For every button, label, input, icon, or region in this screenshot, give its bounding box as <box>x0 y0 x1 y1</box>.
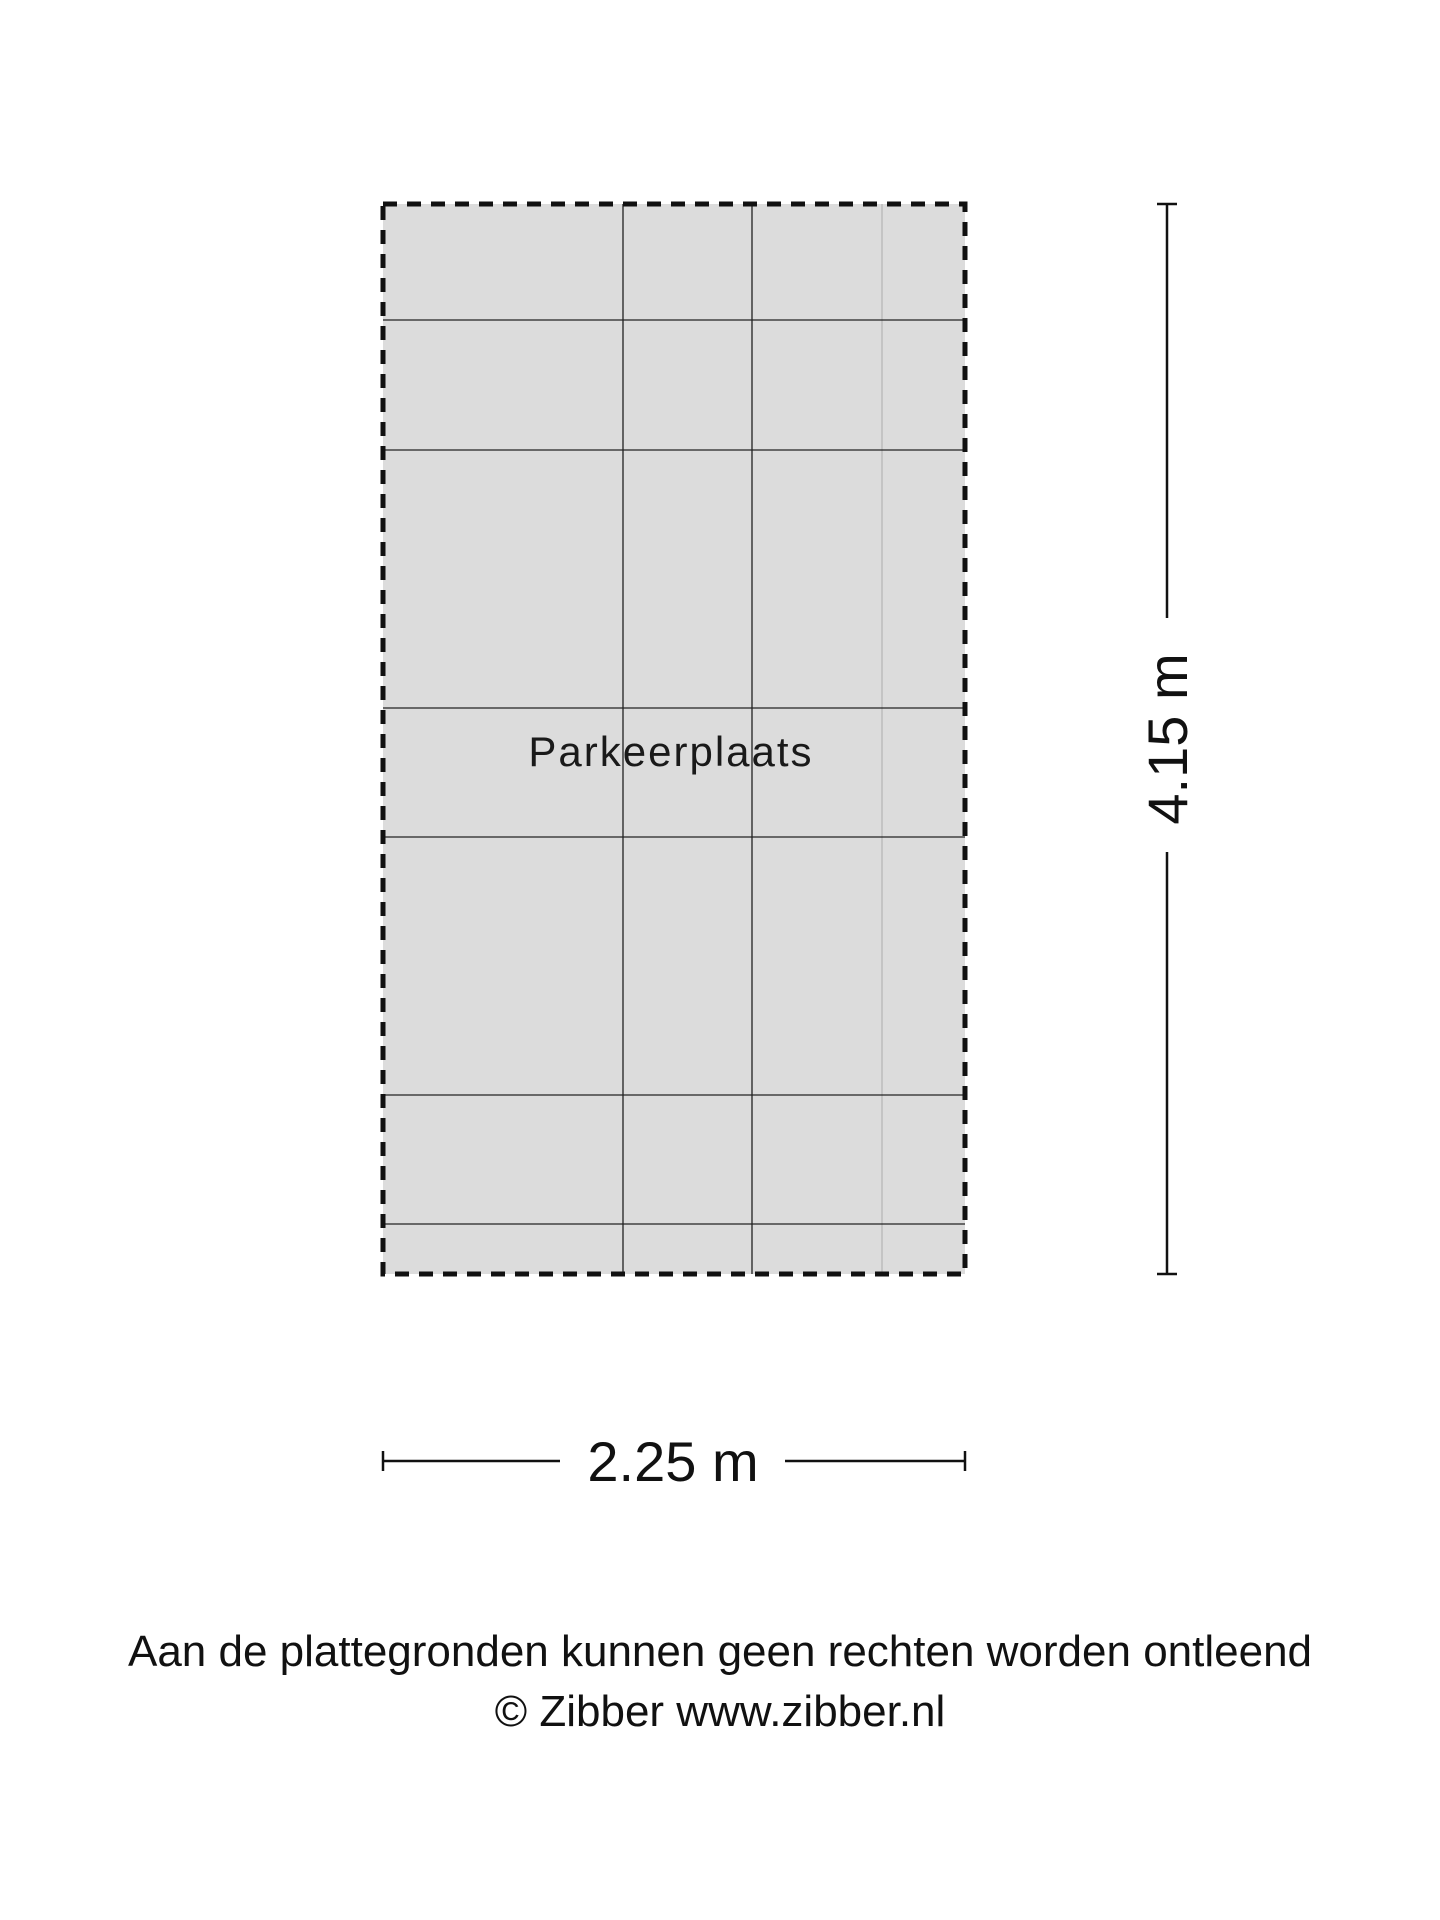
height-dimension-label: 4.15 m <box>1136 653 1199 825</box>
copyright-text: © Zibber www.zibber.nl <box>494 1687 946 1736</box>
room-label: Parkeerplaats <box>528 728 814 775</box>
disclaimer-text: Aan de plattegronden kunnen geen rechten worden ontleend <box>127 1627 1313 1676</box>
width-dimension-label: 2.25 m <box>587 1430 759 1493</box>
